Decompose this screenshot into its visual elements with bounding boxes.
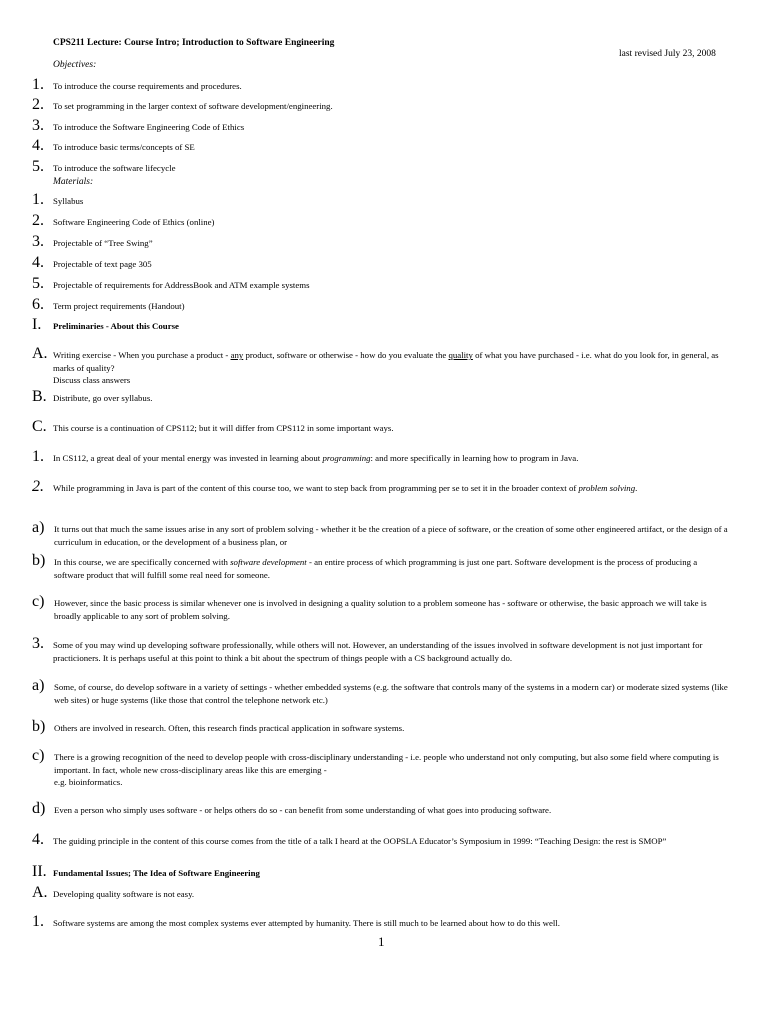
outline-text: Developing quality software is not easy. [53,889,195,899]
item-letter: b) [32,718,46,735]
outline-text: In this course, we are specifically concerned with software development - an entire process of which programming is just one part. Software development is the process of producing a software product that will fulfill some real need for someone. [54,557,698,580]
item-letter: c) [32,747,45,764]
item-number: 2. [32,96,44,113]
materials-label: Materials: [53,177,94,187]
objective-text: To set programming in the larger context of software development/engineering. [53,101,333,111]
item-number: 4. [32,254,44,271]
objective-text: To introduce the software lifecycle [53,163,176,173]
item-letter: C. [32,418,47,435]
material-text: Projectable of “Tree Swing” [53,238,153,248]
item-number: 5. [32,275,44,292]
item-letter: a) [32,519,45,536]
item-letter: A. [32,884,48,901]
section-number: I. [32,316,42,333]
outline-text: In CS112, a great deal of your mental energy was invested in learning about programming: and more specifically in learning how to program in Java. [53,453,579,463]
outline-text: It turns out that much the same issues arise in any sort of problem solving - whether it be the creation of a piece of software, or the creation of some other engineered artifact, or the design of a curriculum in education, or the development of a business plan, or [54,524,728,547]
item-number: 1. [32,76,44,93]
outline-text: Some, of course, do develop software in a variety of settings - whether embedded systems (e.g. the software that controls many of the systems in a modern car) or moderate sized systems (like web sites) or huge systems (like those that control the telephone network etc.) [54,682,728,705]
item-number: 2. [32,478,44,495]
outline-text: Software systems are among the most complex systems ever attempted by humanity. There is still much to be learned about how to do this well. [53,918,560,928]
outline-text: Distribute, go over syllabus. [53,393,153,403]
material-text: Software Engineering Code of Ethics (online) [53,217,215,227]
item-letter: c) [32,593,45,610]
page-number: 1 [378,934,385,949]
item-number: 1. [32,191,44,208]
outline-text: This course is a continuation of CPS112; but it will differ from CPS112 in some important ways. [53,423,394,433]
objective-text: To introduce the course requirements and procedures. [53,81,242,91]
item-letter: a) [32,677,45,694]
material-text: Projectable of text page 305 [53,259,152,269]
item-number: 3. [32,117,44,134]
objectives-label: Objectives: [53,60,97,70]
item-letter: A. [32,345,48,362]
outline-text: However, since the basic process is similar whenever one is involved in designing a quality solution to a problem someone has - software or otherwise, the basic approach we will take is broadly applicable to any sort of problem solving. [54,598,707,621]
material-text: Term project requirements (Handout) [53,301,185,311]
outline-text: Even a person who simply uses software - or helps others do so - can benefit from some understanding of what goes into producing software. [54,805,552,815]
outline-text: Writing exercise - When you purchase a product - any product, software or otherwise - how do you evaluate the quality of what you have purchased - i.e. what do you look for, in general, as marks of quality? Discuss class answers [53,350,719,385]
section-number: II. [32,863,47,880]
revision-date: last revised July 23, 2008 [619,49,716,59]
outline-text: Others are involved in research. Often, this research finds practical application in software systems. [54,723,405,733]
outline-text: While programming in Java is part of the content of this course too, we want to step back from programming per se to set it in the broader context of problem solving. [53,483,638,493]
material-text: Syllabus [53,196,84,206]
item-number: 6. [32,296,44,313]
item-number: 3. [32,635,44,652]
item-number: 1. [32,448,44,465]
item-letter: B. [32,388,47,405]
document-title: CPS211 Lecture: Course Intro; Introduction to Software Engineering [53,38,335,48]
item-number: 4. [32,831,44,848]
objective-text: To introduce the Software Engineering Code of Ethics [53,122,245,132]
item-number: 1. [32,913,44,930]
outline-text: There is a growing recognition of the need to develop people with cross-disciplinary understanding - i.e. people who understand not only computing, but also some field where computing is important. In fact, whole new cross-disciplinary areas like this are emerging - e.g. bioinformatics. [54,752,719,787]
item-letter: d) [32,800,46,817]
outline-text: Some of you may wind up developing software professionally, while others will not. However, an understanding of the issues involved in software development is not just important for practicioners. It is perhaps useful at this point to think a bit about the spectrum of things people with a CS background actually do. [53,640,703,663]
item-number: 3. [32,233,44,250]
objective-text: To introduce basic terms/concepts of SE [53,142,195,152]
section-title: Fundamental Issues; The Idea of Software Engineering [53,868,260,878]
item-number: 4. [32,137,44,154]
item-number: 5. [32,158,44,175]
material-text: Projectable of requirements for AddressBook and ATM example systems [53,280,310,290]
item-letter: b) [32,552,46,569]
outline-text: The guiding principle in the content of this course comes from the title of a talk I heard at the OOPSLA Educator’s Symposium in 1999: “Teaching Design: the rest is SMOP” [53,836,667,846]
item-number: 2. [32,212,44,229]
section-title: Preliminaries - About this Course [53,321,179,331]
